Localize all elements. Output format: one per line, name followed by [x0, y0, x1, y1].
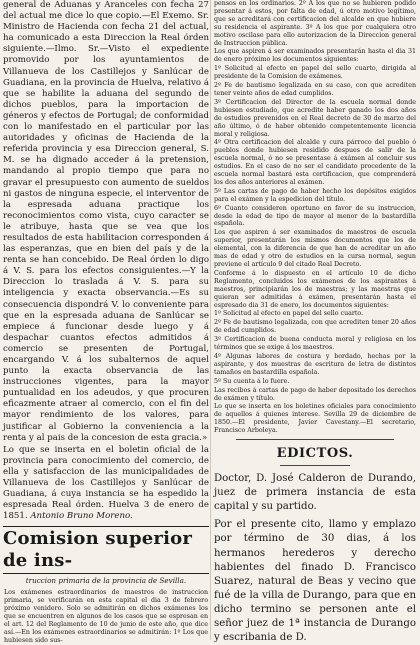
small-paragraph-16: Las recibos á cartas de pago de haber depositado los derechos de exámen y título. — [214, 386, 416, 402]
section-subheading: truccion primaria de la provincia de Sevilla. — [25, 576, 187, 586]
edicto-body: Por el presente cito, llamo y emplazo por término de 30 dias, á los hermanos herederos y derecho habientes del finado D. Francisco Suarez, natural de Beas y vecino que fué de la villa de Durango, para que en dicho termino se personen ante el señor juez de 1ª instancia de Durango y escribania de D. — [214, 519, 416, 644]
small-paragraph-1: pensos en los ordinarios. 2º A los que no se hubieren podido presentar á estos, por falta de edad, ú otro motivo legítimo, que se acreditará con certificacion del alcalde en que hubiere su residencia el aspirante. 3º A los que por cualquiera otro motivo oscilase para ello autorizacion de la Direccion general de Instruccion pública. — [214, 0, 416, 47]
section-rule-short — [280, 465, 350, 466]
small-paragraph-5: 3º Certificacion del Director de la escuela normal donde hubiesen estudiado, que acredite haber ganado los dos años de estudios prevenidos en el Real decreto de 30 de marzo del año último, ó de haber obtenido competentemente licencia moral y religiosa. — [214, 98, 416, 138]
small-paragraph-6: 4º Otra certificacion del alcalde y cura párroco del pueblo ó pueblos donde hubiesen residido despues de salir de la escuela normal, ó no se presentase á exámen al concluir sus estudios. En el caso de no ser el candidato procedente de la escuela normal bastará esta certificacion, que comprenderá los dos años anteriores al exámen. — [214, 139, 416, 186]
right-column — [210, 0, 420, 645]
small-paragraph-8: 6º Cuanto consideren oportuno en favor de su instruccion, desde la edad de tipo de mayor al menor de la bastardilla española. — [214, 204, 416, 228]
right-small-block — [210, 0, 420, 435]
paragraph-examenes: Los exámenes estraordinarios de maestros de instruccion primaria, se verificarán en esta capital el dia 3 de febrero próximo venidero. Solo se admitirán en dichos exámenes los que se encuentren en algunos de los casos que se espresan en el art. 12 del Reglamento de 10 de junio de este año, que dice así.—En los exámenes estraordinarios se admitirán: 1º Los que hubiesen sido sus- — [4, 589, 208, 644]
small-paragraph-17: Lo que se inserta en los boletines oficiales para conocimiento de aquellos á quienes interese. Sevilla 29 de diciembre de 1850.—El presidente, Javier Cavestany.—El secretario, Francisco Arboleya. — [214, 403, 416, 435]
small-paragraph-7: 5º Las cartas de pago de haber hecho los depósitos exigidos para el exámen y la espedicion del título. — [214, 187, 416, 203]
small-paragraph-10: Conforme á lo dispuesto en el artículo 10 de dicho Reglamento, concluidos los exámenes de los aspirantes á maestros, principiarán los de maestras; y las maestras que quieran ser admitidas á exámen, presentarán hasta el espresado dia 31 de enero, los documentos siguientes: — [214, 269, 416, 309]
small-paragraph-2: Los que aspiren á ser examinados presentarán hasta el dia 31 de enero próximo los documentos siguientes: — [214, 48, 416, 64]
small-paragraph-4: 2º Fe de bautismo legalizada en su caso, con que acrediten tener veinte años de edad cumplidos. — [214, 82, 416, 97]
paragraph-insercion — [0, 445, 212, 523]
small-paragraph-14: 4º Algunas labores de costura y bordado, hechas por la aspirante, y dos muestras de escritura de letra de distintos tamaños en bastardilla española. — [214, 352, 416, 376]
small-paragraph-15: 5º Su cuenta á lo fuere. — [214, 377, 290, 385]
signature: Antonio Bruno Moreno. — [30, 511, 133, 522]
small-paragraph-11: 1º Solicitud al efecto en papel del sello cuarto. — [214, 310, 364, 318]
small-paragraph-12: 2º Fe de bautismo legalizada, con que acrediten tener 20 años de edad cumplidos. — [214, 319, 416, 335]
small-paragraph-3: 1º Solicitud al efecto en papel del sello cuarto, dirigida al presidente de la Comision de exámenes. — [214, 65, 416, 81]
edictos-title: EDICTOS. — [276, 446, 354, 462]
section-rule — [236, 439, 394, 440]
section-heading: Comision superior de ins- — [3, 526, 209, 574]
small-paragraph-9: Los que aspiren á ser examinados de maestros de escuela superior, presentarán los mismos documentos que los de elemental, con la diferencia de que han de acreditar un año mas de edad y otro de estudios en la cursa normal, segun previene el artículo 9 del citado Real Decreto. — [214, 229, 416, 268]
small-paragraph-13: 3º Certificacion de buena conducta moral y religiosa en los términos que se exige á los maestros. — [214, 336, 416, 352]
paragraph-aduana: general de Aduanas y Aranceles con fecha 27 del actual me dice lo que copio.—El Exemo. Sr. Ministro de Hacienda con fecha 21 del actual, ha comunicado a esta Direccion la Real órden siguiente.—Ilmo. Sr.—Visto el expediente promovido por los ayuntamientos de Villanueva de los Castillejos y Sanlúcar de Guadiana, en la provincia de Huelva, relativo á que se habilite la aduana del segundo de dichos pueblos, para la importacion de géneros y efectos de Portugal; de conformidad con lo manifestado en el particular por las autoridades y oficinas de Hacienda de la referida provincia y esa Direccion general, S. M. se ha dignado acceder á la pretension, mandando al propio tiempo que para no gravar el presupuesto con aumento de sueldos ni gastos de ninguna especie, el interventor de la espresada aduana practique los reconocimientos como vista, cuyo caracter se le atribuye, hasta que se vea que los resultados de esta habilitacion corresponden á las esperanzas, que en bien del país y de la renta se han concebido. De Real órden lo digo á V. S. para los efectos consiguientes.—Y la Direccion lo traslada á V. S. para su inteligencia y exacta observancia.—Es su consecuencia dispondrá V. lo conveniente para que en la espresada aduana de Sanlúcar se empiece á funcionar desde luego y á despachar cuantos efectos admitidos á comercio se presenten de Portugal, encargando V. á los subalternos de aquel punto la exacta observancia de las instrucciones vigentes, para la mayor puntualidad en los adeudos, y que procuren eficazmente atraer al comercio, con el fin del mayor rendimiento de los valores, para justificar al Gobierno la conveniencia a la renta y al pais de la concesion de esta gracia.» — [3, 0, 209, 443]
paragraph-insercion-text: Lo que se inserta en el boletin oficial de la provincia para conocimiento del comercio, de ella y satisfaccion de las municipalidades de Villanueva de los Castillejos y Sanlúcar de Guadiana, á cuya instancia se ha espedido la espresada Real órden. Huelva 3 de enero de 1851. — [3, 444, 209, 522]
edicto-header: Doctor, D. José Calderon de Durando, juez de primera instancia de esta capital y su partido. — [214, 473, 416, 513]
